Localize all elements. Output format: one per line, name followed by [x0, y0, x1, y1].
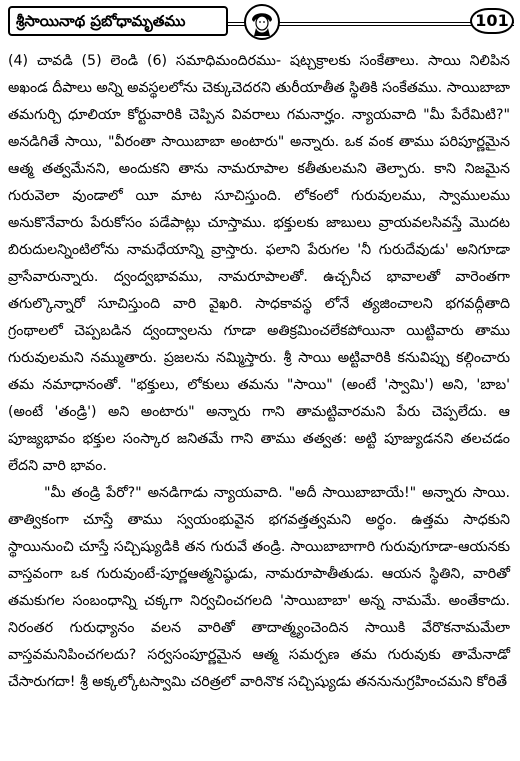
- book-title: శ్రీసాయినాథ ప్రబోధామృతము: [8, 6, 228, 36]
- paragraph-1: (4) చావడి (5) లెండి (6) సమాధిమందిరము- షట్చక్రాలకు సంకేతాలు. సాయి నిలిపిన అఖండ దీపాలు అన్ని అవస్థలలోను చెక్కుచెదరని తురీయాతీత స్థితికి సంకేతము. సాయిబాబా తమగుర్చి ధూలియా కోర్టువారికి చెప్పిన వివరాలు గమనార్హం. న్యాయవాది "మీ పేరేమిటి?" అనడిగితే సాయి, "వీరంతా సాయిబాబా అంటారు" అన్నారు. ఒక వంక తాము పరిపూర్ణమైన ఆత్మ తత్వమేనని, అందుకని తాను నామరూపాల కతీతులమని తెల్పారు. కాని నిజమైన గురువెలా వుండాలో యీ మాట సూచిస్తుంది. లోకంలో గురువులము, స్వాములము అనుకొనేవారు పేరుకోసం పడేపాట్లు చూస్తాము. భక్తులకు జాబులు వ్రాయవలసివస్తే మొదట బిరుదులన్నింటిలోను నామధేయాన్ని వ్రాస్తారు. ఫలాని పేరుగల 'నీ గురుదేవుడు' అనిగూడా వ్రాసేవారున్నారు. ద్వంద్వభావము, నామరూపాలతో. ఉచ్చనీచ భావాలతో వారెంతగా తగుల్కొన్నారో సూచిస్తుంది వారి వైఖరి. సాధకావస్థ లోనే త్యజించాలని భగవద్గీతాది గ్రంథాలలో చెప్పబడిన ద్వంద్వాలను గూడా అతిక్రమించలేకపోయినా యిట్టివారు తాము గురువులమని నమ్ముతారు. ప్రజలను నమ్మిస్తారు. శ్రీ సాయి అట్టివారికి కనువిప్పు కల్గించారు తమ నమాధానంతో. "భక్తులు, లోకులు తమను "సాయి" (అంటే 'స్వామి') అని, 'బాబ' (అంటే 'తండ్రి') అని అంటారు" అన్నారు గాని తామట్టివారమని పేరు చెప్పలేదు. ఆ పూజ్యభావం భక్తుల సంస్కార జనితమే గాని తాము తత్వత: అట్టి పూజ్యుడనని తలచడం లేదని వారి భావం.: [8, 53, 510, 474]
- sai-baba-portrait-icon: [244, 4, 280, 40]
- paragraph-2: "మీ తండ్రి పేరో?" అనడిగాడు న్యాయవాది. "అదీ సాయిబాబాయే!" అన్నారు సాయి. తాత్వికంగా చూస్తే తాము స్వయంభువైన భగవత్తత్వమని అర్థం. ఉత్తమ సాధకుని స్థాయినుంచి చూస్తే సచ్చిష్యుడికి తన గురువే తండ్రి. సాయిబాబాగారి గురువుగూడా-ఆయనకు వాస్తవంగా ఒక గురువుంటే-పూర్ణఆత్మనిష్ఠుడు, నామరూపాతీతుడు. ఆయన స్థితిని, వారితో తమకుగల సంబంధాన్ని చక్కగా నిర్వచించగలది 'సాయిబాబా' అన్న నామమే. అంతేకాదు. నిరంతర గురుధ్యానం వలన వారితో తాదాత్మ్యంచెందిన సాయికి వేరొకనామమేలా వాస్తవమనిపించగలదు? సర్వసంపూర్ణమైన ఆత్మ సమర్పణ తమ గురువుకు తామేనాడో చేసారుగదా! శ్రీ అక్కల్కోటస్వామి చరిత్రలో వారినొక సచ్చిష్యుడు తననునుగ్రహించమని కోరితే: [8, 485, 510, 690]
- page-number: 101: [470, 8, 514, 34]
- page-header: [8, 4, 514, 44]
- page-body: [8, 48, 510, 696]
